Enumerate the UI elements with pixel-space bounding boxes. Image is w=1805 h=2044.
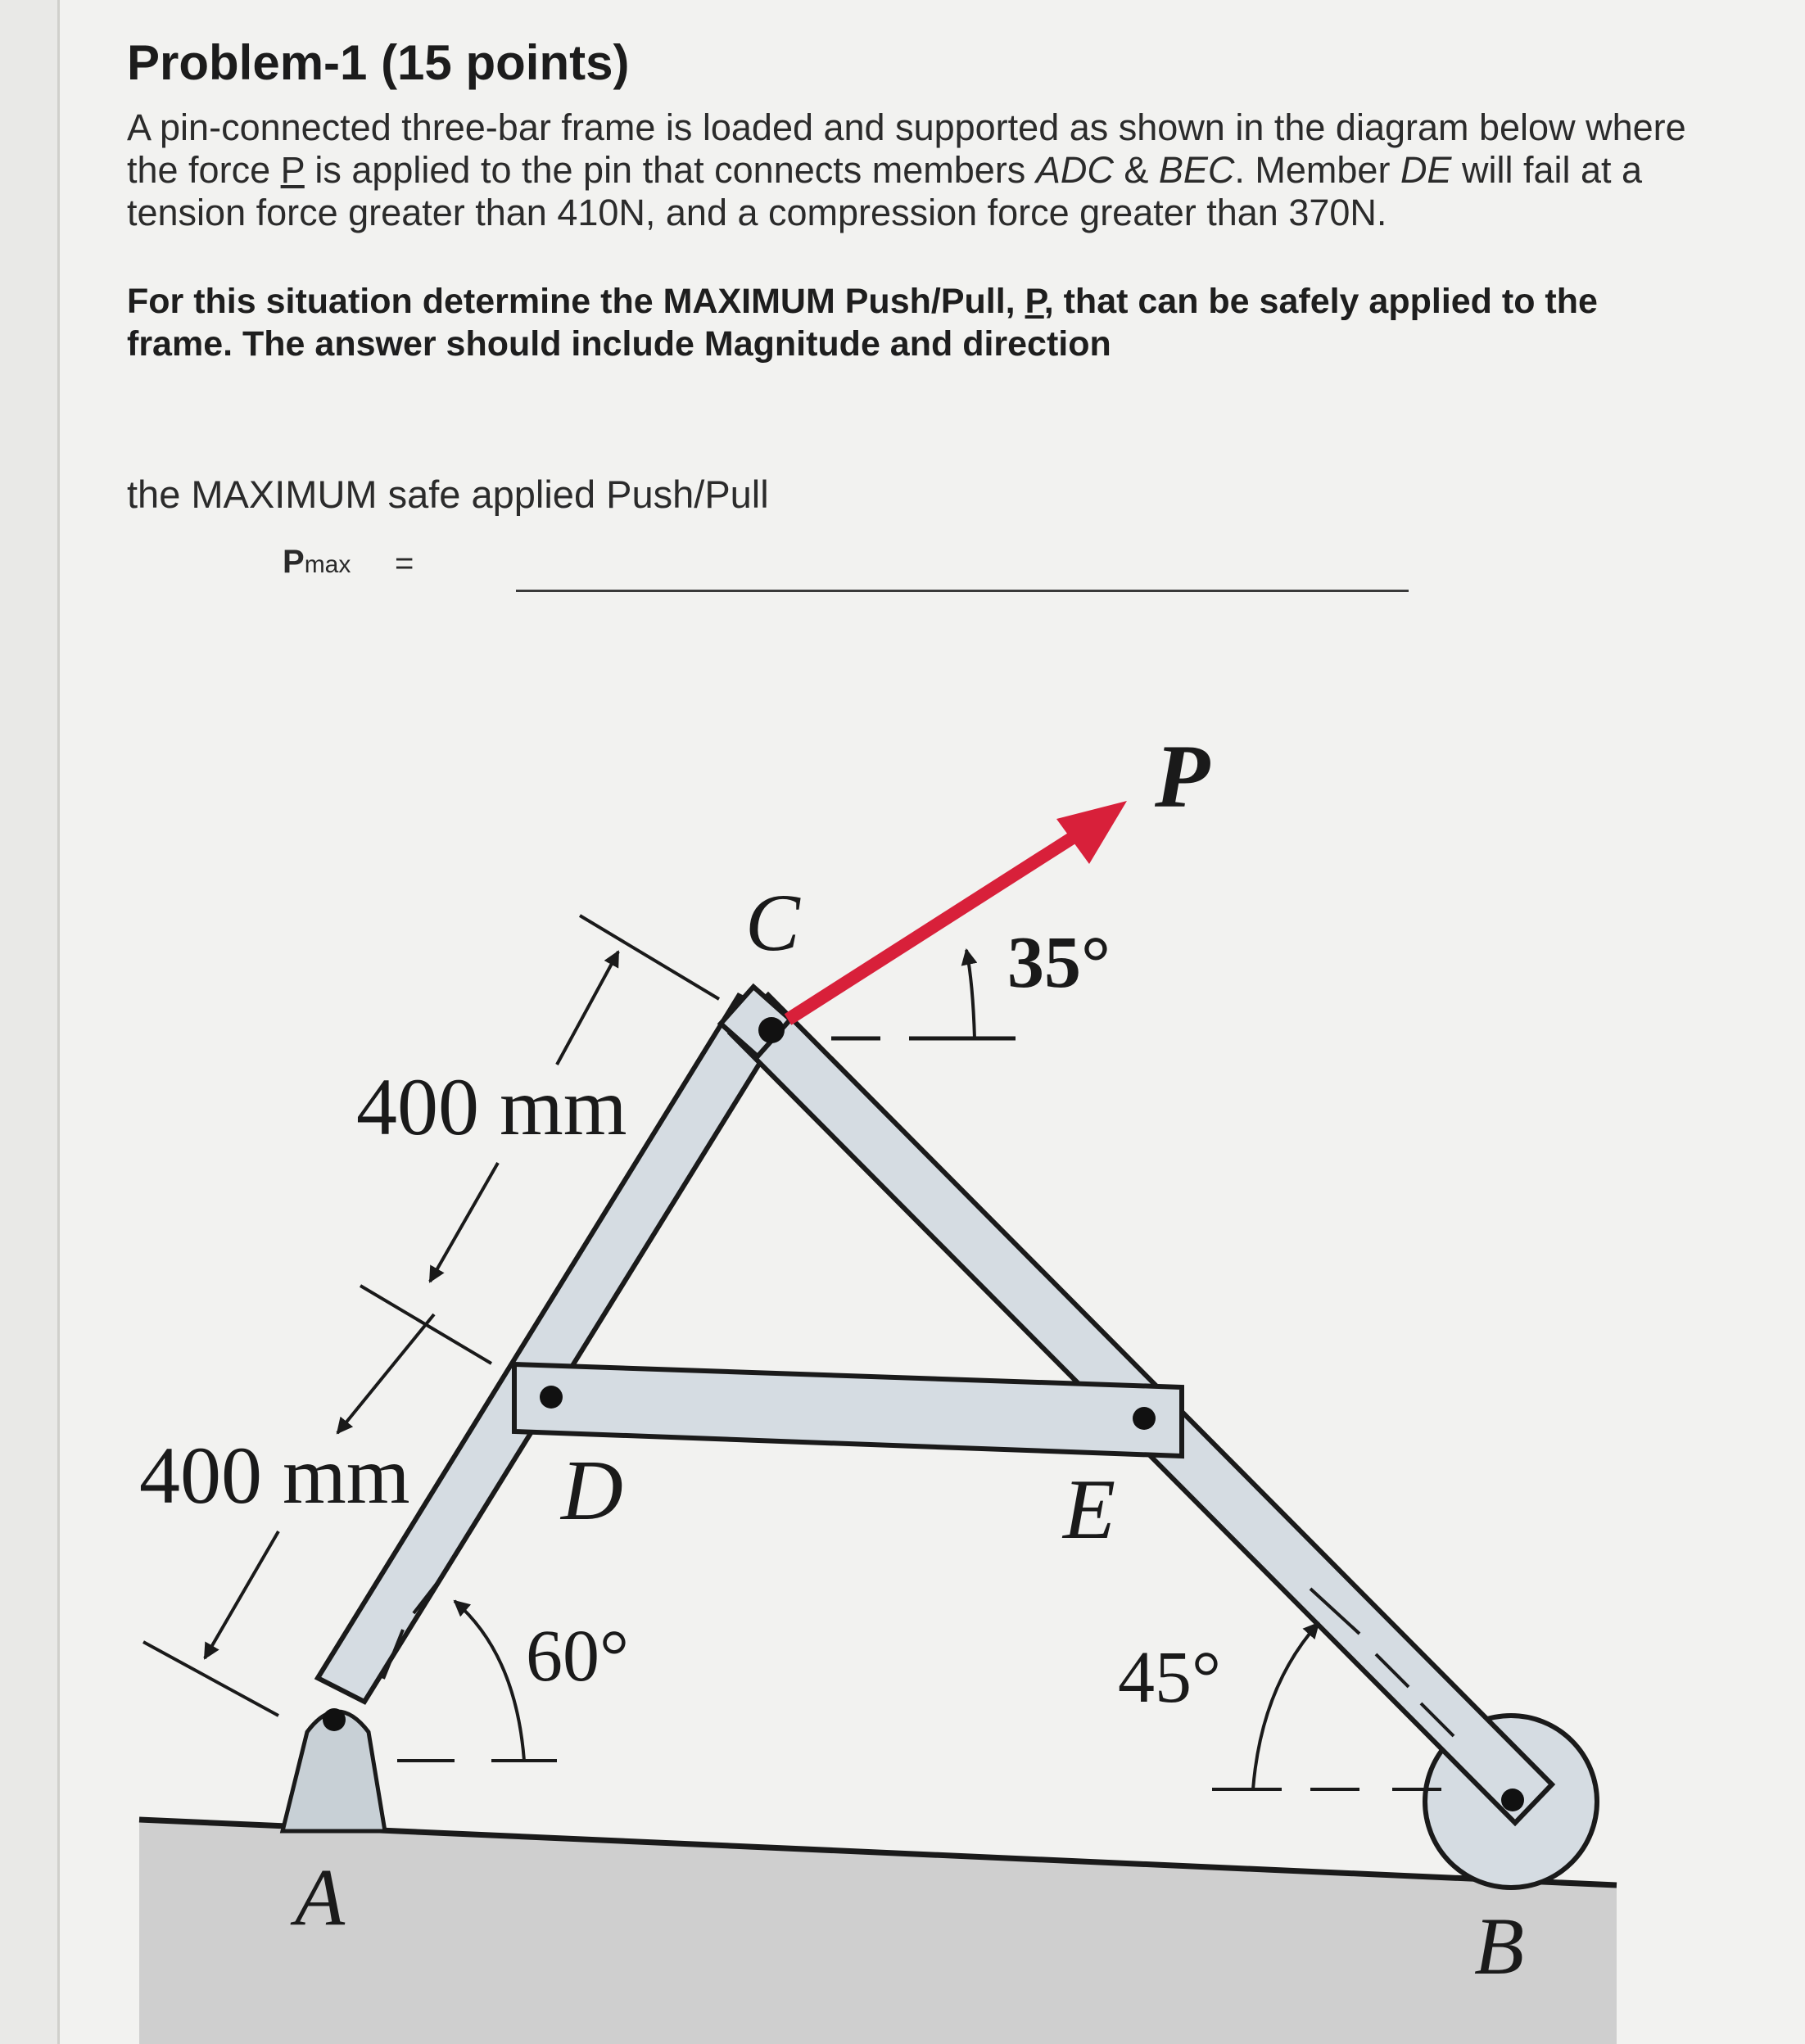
dimension-lower: 400 mm	[139, 1430, 410, 1521]
angle-60-label: 60°	[526, 1616, 629, 1697]
dim-arrow-upper-top	[557, 952, 618, 1065]
pmax-equals: =	[395, 545, 414, 581]
label-a: A	[295, 1852, 346, 1942]
task-force-symbol: P	[1025, 282, 1044, 321]
angle-35-label: 35°	[1007, 922, 1111, 1003]
intro-line-2: the force P is applied to the pin that connects members ADC & BEC. Member DE will fail at a	[127, 149, 1643, 191]
member-bec: BEC	[1158, 149, 1235, 191]
dim-arrow-lower-top	[337, 1314, 434, 1433]
label-b: B	[1474, 1901, 1525, 1992]
pmax-symbol: Pmax	[283, 544, 351, 580]
label-d: D	[561, 1442, 623, 1538]
dim-arrow-upper-bottom	[430, 1163, 498, 1282]
intro-line-3: tension force greater than 410N, and a compression force greater than 370N.	[127, 192, 1387, 233]
label-e: E	[1063, 1461, 1116, 1557]
task-line-2: frame. The answer should include Magnitude and direction	[127, 324, 1111, 364]
pin-a	[323, 1708, 346, 1731]
angle-arc-45	[1253, 1623, 1319, 1789]
label-c: C	[745, 877, 800, 968]
pin-c	[758, 1017, 785, 1043]
task-line-1: For this situation determine the MAXIMUM Push/Pull, P, that can be safely applied to the	[127, 282, 1598, 321]
angle-arc-60	[455, 1601, 524, 1761]
force-symbol: P	[280, 149, 305, 191]
pin-d	[540, 1386, 563, 1409]
intro-line-1: A pin-connected three-bar frame is loaded and supported as shown in the diagram below where	[127, 106, 1686, 148]
pin-b	[1501, 1788, 1524, 1811]
dim-arrow-lower-bottom	[205, 1531, 278, 1658]
member-de: DE	[1400, 149, 1452, 191]
label-p: P	[1155, 726, 1210, 826]
answer-label: the MAXIMUM safe applied Push/Pull	[127, 473, 769, 516]
angle-arc-35	[966, 950, 975, 1038]
angle-45-label: 45°	[1118, 1637, 1221, 1718]
force-p-arrowhead	[1056, 801, 1127, 864]
pin-e	[1133, 1407, 1156, 1430]
member-adc: ADC	[1035, 149, 1114, 191]
problem-title: Problem-1 (15 points)	[127, 35, 630, 90]
dimension-upper: 400 mm	[356, 1061, 627, 1152]
